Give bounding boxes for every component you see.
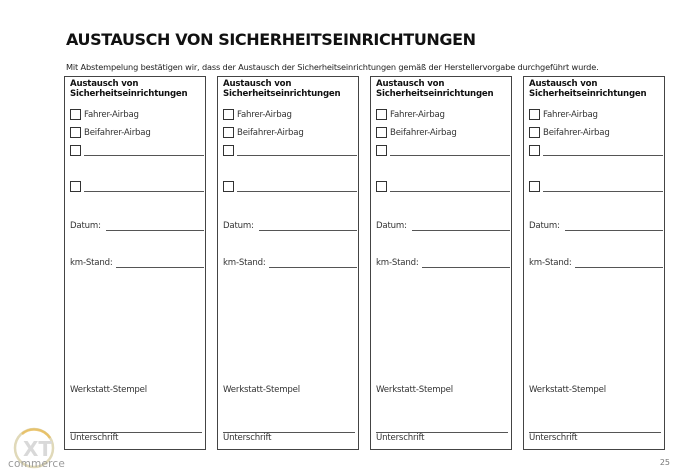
- custom-entry-line[interactable]: [390, 155, 510, 156]
- date-label: Datum:: [529, 221, 560, 231]
- checkbox-passenger-airbag[interactable]: [223, 127, 234, 138]
- option-custom-2[interactable]: [223, 181, 359, 195]
- km-field[interactable]: [376, 258, 512, 272]
- option-custom-1[interactable]: [70, 145, 206, 159]
- km-label: km-Stand:: [223, 258, 266, 268]
- option-label: Beifahrer-Airbag: [390, 128, 457, 138]
- checkbox-passenger-airbag[interactable]: [529, 127, 540, 138]
- custom-entry-line[interactable]: [390, 191, 510, 192]
- date-line[interactable]: [565, 230, 663, 231]
- option-driver-airbag[interactable]: [223, 109, 359, 123]
- card-title: Austausch von Sicherheitseinrichtungen: [376, 79, 494, 99]
- option-passenger-airbag[interactable]: [376, 127, 512, 141]
- option-driver-airbag[interactable]: [529, 109, 665, 123]
- option-driver-airbag[interactable]: [70, 109, 206, 123]
- signature-label: Unterschrift: [70, 433, 119, 443]
- option-custom-2[interactable]: [70, 181, 206, 195]
- option-label: Fahrer-Airbag: [237, 110, 292, 120]
- date-line[interactable]: [106, 230, 204, 231]
- checkbox-custom-1[interactable]: [529, 145, 540, 156]
- custom-entry-line[interactable]: [237, 155, 357, 156]
- option-label: Beifahrer-Airbag: [543, 128, 610, 138]
- checkbox-driver-airbag[interactable]: [70, 109, 81, 120]
- stamp-label: Werkstatt-Stempel: [529, 385, 606, 395]
- checkbox-custom-2[interactable]: [376, 181, 387, 192]
- option-passenger-airbag[interactable]: [529, 127, 665, 141]
- km-line[interactable]: [575, 267, 663, 268]
- stamp-label: Werkstatt-Stempel: [70, 385, 147, 395]
- km-line[interactable]: [116, 267, 204, 268]
- option-label: Fahrer-Airbag: [84, 110, 139, 120]
- km-label: km-Stand:: [70, 258, 113, 268]
- card-title: Austausch von Sicherheitseinrichtungen: [70, 79, 188, 99]
- km-field[interactable]: [70, 258, 206, 272]
- date-line[interactable]: [259, 230, 357, 231]
- option-custom-1[interactable]: [223, 145, 359, 159]
- km-field[interactable]: [529, 258, 665, 272]
- logo-wordmark: commerce: [8, 458, 66, 470]
- checkbox-driver-airbag[interactable]: [376, 109, 387, 120]
- custom-entry-line[interactable]: [543, 191, 663, 192]
- date-line[interactable]: [412, 230, 510, 231]
- checkbox-custom-2[interactable]: [70, 181, 81, 192]
- date-field[interactable]: [529, 221, 665, 235]
- service-card-2: [217, 76, 359, 450]
- card-title: Austausch von Sicherheitseinrichtungen: [223, 79, 341, 99]
- service-card-4: [523, 76, 665, 450]
- date-label: Datum:: [376, 221, 407, 231]
- page-title: AUSTAUSCH VON SICHERHEITSEINRICHTUNGEN: [66, 30, 476, 49]
- custom-entry-line[interactable]: [84, 191, 204, 192]
- checkbox-custom-1[interactable]: [376, 145, 387, 156]
- km-label: km-Stand:: [529, 258, 572, 268]
- signature-label: Unterschrift: [223, 433, 272, 443]
- checkbox-custom-1[interactable]: [70, 145, 81, 156]
- card-title: Austausch von Sicherheitseinrichtungen: [529, 79, 647, 99]
- checkbox-custom-2[interactable]: [529, 181, 540, 192]
- stamp-label: Werkstatt-Stempel: [376, 385, 453, 395]
- option-driver-airbag[interactable]: [376, 109, 512, 123]
- option-label: Fahrer-Airbag: [390, 110, 445, 120]
- checkbox-driver-airbag[interactable]: [529, 109, 540, 120]
- service-card-3: [370, 76, 512, 450]
- date-field[interactable]: [223, 221, 359, 235]
- custom-entry-line[interactable]: [543, 155, 663, 156]
- checkbox-custom-1[interactable]: [223, 145, 234, 156]
- logo-letters: XT: [23, 437, 53, 461]
- signature-label: Unterschrift: [376, 433, 425, 443]
- date-field[interactable]: [70, 221, 206, 235]
- page-number: 25: [659, 458, 670, 467]
- option-label: Beifahrer-Airbag: [237, 128, 304, 138]
- option-custom-1[interactable]: [376, 145, 512, 159]
- option-custom-2[interactable]: [529, 181, 665, 195]
- km-field[interactable]: [223, 258, 359, 272]
- option-label: Beifahrer-Airbag: [84, 128, 151, 138]
- option-custom-1[interactable]: [529, 145, 665, 159]
- checkbox-passenger-airbag[interactable]: [376, 127, 387, 138]
- km-label: km-Stand:: [376, 258, 419, 268]
- checkbox-custom-2[interactable]: [223, 181, 234, 192]
- km-line[interactable]: [422, 267, 510, 268]
- service-card-1: [64, 76, 206, 450]
- custom-entry-line[interactable]: [84, 155, 204, 156]
- option-passenger-airbag[interactable]: [223, 127, 359, 141]
- checkbox-driver-airbag[interactable]: [223, 109, 234, 120]
- km-line[interactable]: [269, 267, 357, 268]
- signature-label: Unterschrift: [529, 433, 578, 443]
- option-passenger-airbag[interactable]: [70, 127, 206, 141]
- date-field[interactable]: [376, 221, 512, 235]
- stamp-label: Werkstatt-Stempel: [223, 385, 300, 395]
- option-label: Fahrer-Airbag: [543, 110, 598, 120]
- option-custom-2[interactable]: [376, 181, 512, 195]
- date-label: Datum:: [223, 221, 254, 231]
- checkbox-passenger-airbag[interactable]: [70, 127, 81, 138]
- custom-entry-line[interactable]: [237, 191, 357, 192]
- page-subtitle: Mit Abstempelung bestätigen wir, dass der Austausch der Sicherheitseinrichtungen gemäß der Herstellervorgabe durchgeführt wurde.: [66, 62, 599, 72]
- date-label: Datum:: [70, 221, 101, 231]
